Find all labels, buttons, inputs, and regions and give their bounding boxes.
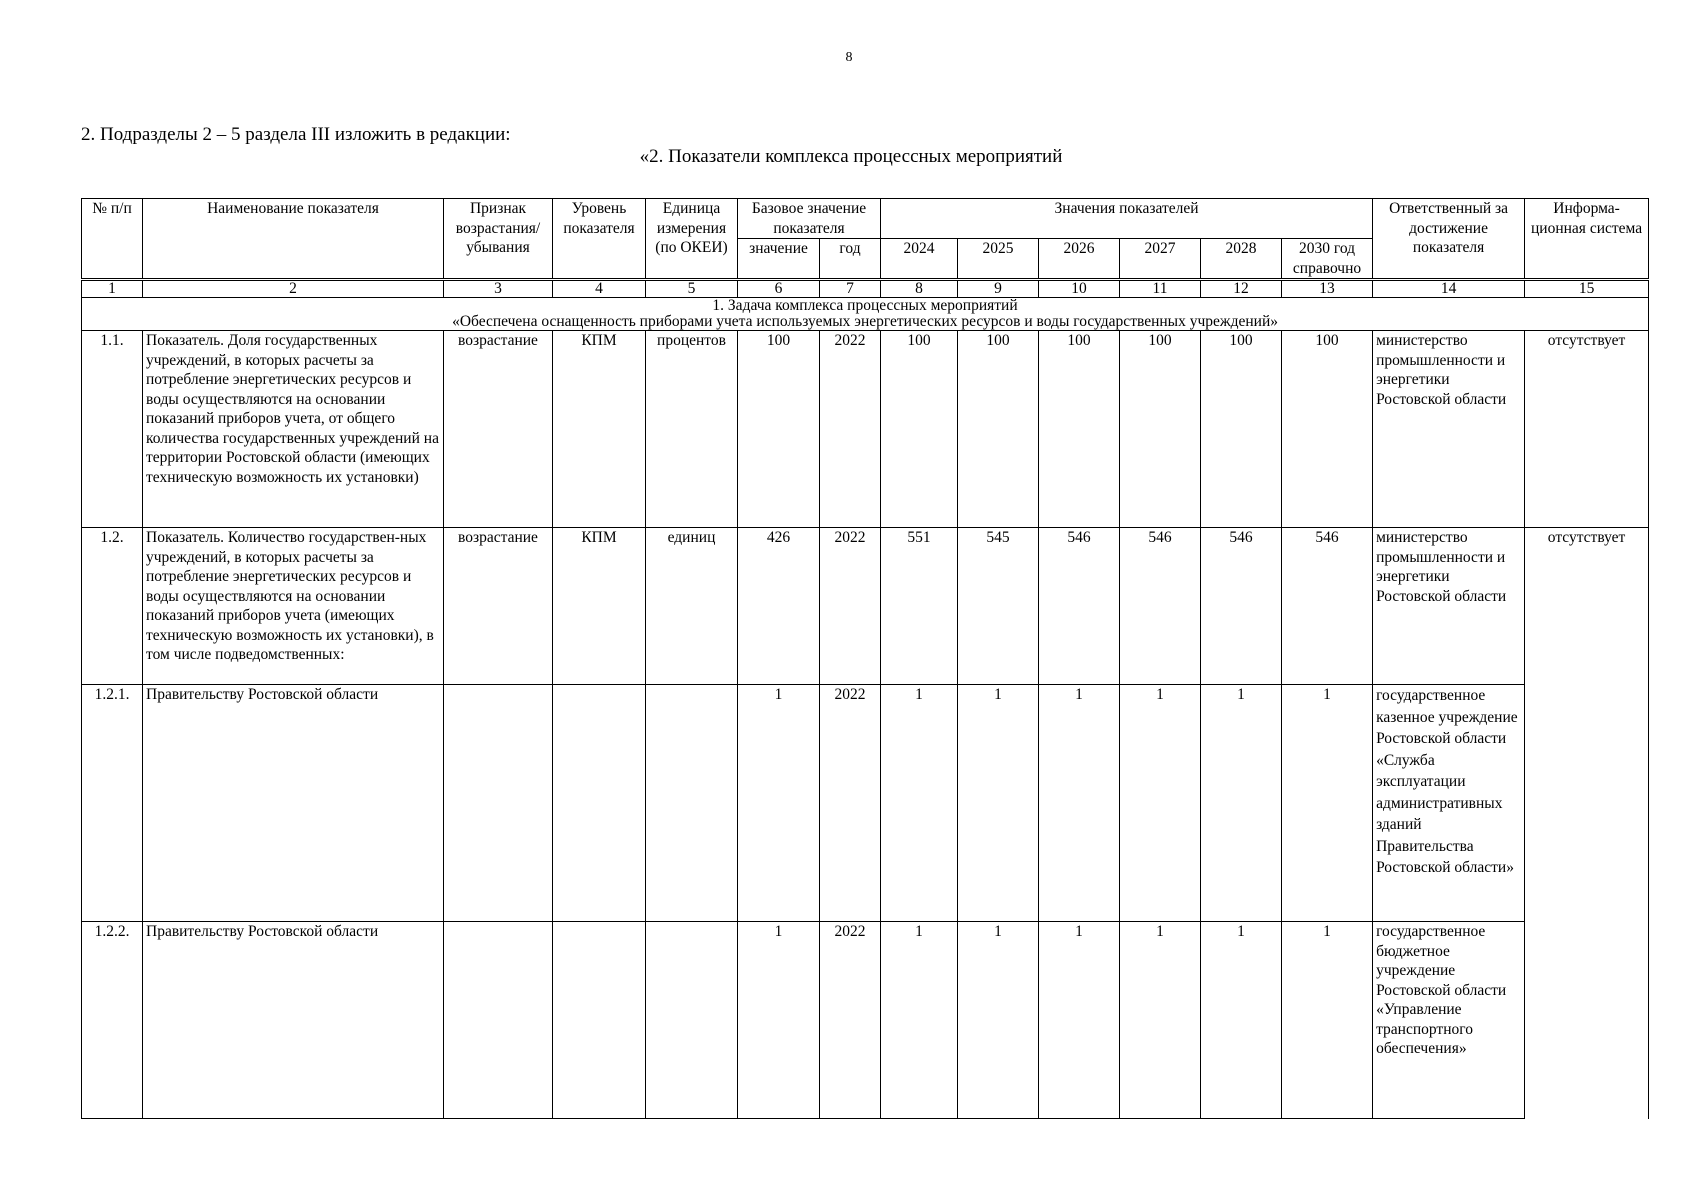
section-title-text: «2. Показатели комплекса процессных мероприятий (639, 146, 1063, 167)
row-2030: 1 (1282, 922, 1373, 1119)
section-title (0, 146, 1698, 168)
row-2025: 545 (958, 528, 1039, 685)
row-2030: 100 (1282, 331, 1373, 528)
row-2028: 1 (1201, 685, 1282, 922)
row-unit (646, 922, 738, 1119)
row-2028: 100 (1201, 331, 1282, 528)
header-2027: 2027 (1120, 239, 1201, 280)
indicators-table (81, 198, 1649, 1119)
header-base-year: год (820, 239, 881, 280)
task-title-line1: 1. Задача комплекса процессных мероприятий (712, 297, 1018, 314)
task-row (82, 298, 1649, 331)
row-trend: возрастание (444, 331, 553, 528)
row-2028: 1 (1201, 922, 1282, 1119)
header-2030: 2030 год справочно (1282, 239, 1373, 280)
col-num: 11 (1120, 280, 1201, 298)
header-base-value: значение (738, 239, 820, 280)
row-num: 1.2. (82, 528, 143, 685)
task-title-line2: «Обеспечена оснащенность приборами учета используемых энергетических ресурсов и воды государственных учреждений» (452, 313, 1278, 330)
table-row (82, 331, 1649, 528)
row-base-year: 2022 (820, 685, 881, 922)
col-num: 6 (738, 280, 820, 298)
row-info-system: отсутствует (1525, 528, 1649, 1119)
row-level (553, 685, 646, 922)
row-responsible: государственное бюджетное учреждение Ростовской области «Управление транспортного обеспечения» (1373, 922, 1525, 1119)
header-name: Наименование показателя (143, 199, 444, 280)
row-unit (646, 685, 738, 922)
row-2026: 1 (1039, 685, 1120, 922)
col-num: 4 (553, 280, 646, 298)
row-name: Правительству Ростовской области (143, 685, 444, 922)
header-2026: 2026 (1039, 239, 1120, 280)
row-2026: 1 (1039, 922, 1120, 1119)
row-info-system: отсутствует (1525, 331, 1649, 528)
row-2027: 546 (1120, 528, 1201, 685)
row-unit: процентов (646, 331, 738, 528)
header-2028: 2028 (1201, 239, 1282, 280)
header-2024: 2024 (881, 239, 958, 280)
col-num: 1 (82, 280, 143, 298)
row-2028: 546 (1201, 528, 1282, 685)
row-level: КПМ (553, 528, 646, 685)
row-num: 1.2.1. (82, 685, 143, 922)
row-2024: 1 (881, 922, 958, 1119)
table-row (82, 685, 1649, 922)
header-unit: Единица измерения (по ОКЕИ) (646, 199, 738, 280)
row-unit: единиц (646, 528, 738, 685)
row-2025: 1 (958, 922, 1039, 1119)
row-num: 1.1. (82, 331, 143, 528)
col-num: 14 (1373, 280, 1525, 298)
table-row (82, 922, 1649, 1119)
row-base-year: 2022 (820, 331, 881, 528)
col-num: 3 (444, 280, 553, 298)
row-2024: 551 (881, 528, 958, 685)
task-title (82, 298, 1649, 331)
header-num: № п/п (82, 199, 143, 280)
row-level (553, 922, 646, 1119)
row-base-value: 1 (738, 922, 820, 1119)
table-row (82, 528, 1649, 685)
row-responsible: министерство промышленности и энергетики Ростовской области (1373, 331, 1525, 528)
row-base-value: 100 (738, 331, 820, 528)
row-name: Показатель. Доля государственных учреждений, в которых расчеты за потребление энергетических ресурсов и воды осуществляются на основании показаний приборов учета, от общего количества государственных учреждений на территории Ростовской области (имеющих техническую возможность их установки) (143, 331, 444, 528)
header-2025: 2025 (958, 239, 1039, 280)
header-base: Базовое значение показателя (738, 199, 881, 239)
col-num: 13 (1282, 280, 1373, 298)
header-trend: Признак возрастания/ убывания (444, 199, 553, 280)
row-2027: 1 (1120, 685, 1201, 922)
row-base-value: 426 (738, 528, 820, 685)
row-responsible: министерство промышленности и энергетики Ростовской области (1373, 528, 1525, 685)
header-values: Значения показателей (881, 199, 1373, 239)
col-num: 8 (881, 280, 958, 298)
row-2025: 1 (958, 685, 1039, 922)
row-2024: 100 (881, 331, 958, 528)
row-2024: 1 (881, 685, 958, 922)
header-info-system: Информа-ционная система (1525, 199, 1649, 280)
col-num: 5 (646, 280, 738, 298)
col-num: 2 (143, 280, 444, 298)
col-num: 9 (958, 280, 1039, 298)
col-num: 15 (1525, 280, 1649, 298)
row-name: Правительству Ростовской области (143, 922, 444, 1119)
row-trend (444, 685, 553, 922)
row-2027: 1 (1120, 922, 1201, 1119)
row-trend: возрастание (444, 528, 553, 685)
header-level: Уровень показателя (553, 199, 646, 280)
row-2026: 100 (1039, 331, 1120, 528)
row-2030: 1 (1282, 685, 1373, 922)
column-number-row (82, 280, 1649, 298)
intro-text: 2. Подразделы 2 – 5 раздела III изложить в редакции: (81, 124, 511, 145)
col-num: 7 (820, 280, 881, 298)
row-base-year: 2022 (820, 922, 881, 1119)
row-2026: 546 (1039, 528, 1120, 685)
row-responsible: государственное казенное учреждение Ростовской области «Служба эксплуатации административных зданий Правительства Ростовской области» (1373, 685, 1525, 922)
row-base-year: 2022 (820, 528, 881, 685)
row-base-value: 1 (738, 685, 820, 922)
row-2030: 546 (1282, 528, 1373, 685)
row-num: 1.2.2. (82, 922, 143, 1119)
col-num: 10 (1039, 280, 1120, 298)
row-name: Показатель. Количество государствен-ных учреждений, в которых расчеты за потребление энергетических ресурсов и воды осуществляются на основании показаний приборов учета (имеющих техническую возможность их установки), в том числе подведомственных: (143, 528, 444, 685)
row-2025: 100 (958, 331, 1039, 528)
row-trend (444, 922, 553, 1119)
row-2027: 100 (1120, 331, 1201, 528)
header-responsible: Ответственный за достижение показателя (1373, 199, 1525, 280)
page-number: 8 (845, 50, 853, 65)
row-level: КПМ (553, 331, 646, 528)
col-num: 12 (1201, 280, 1282, 298)
